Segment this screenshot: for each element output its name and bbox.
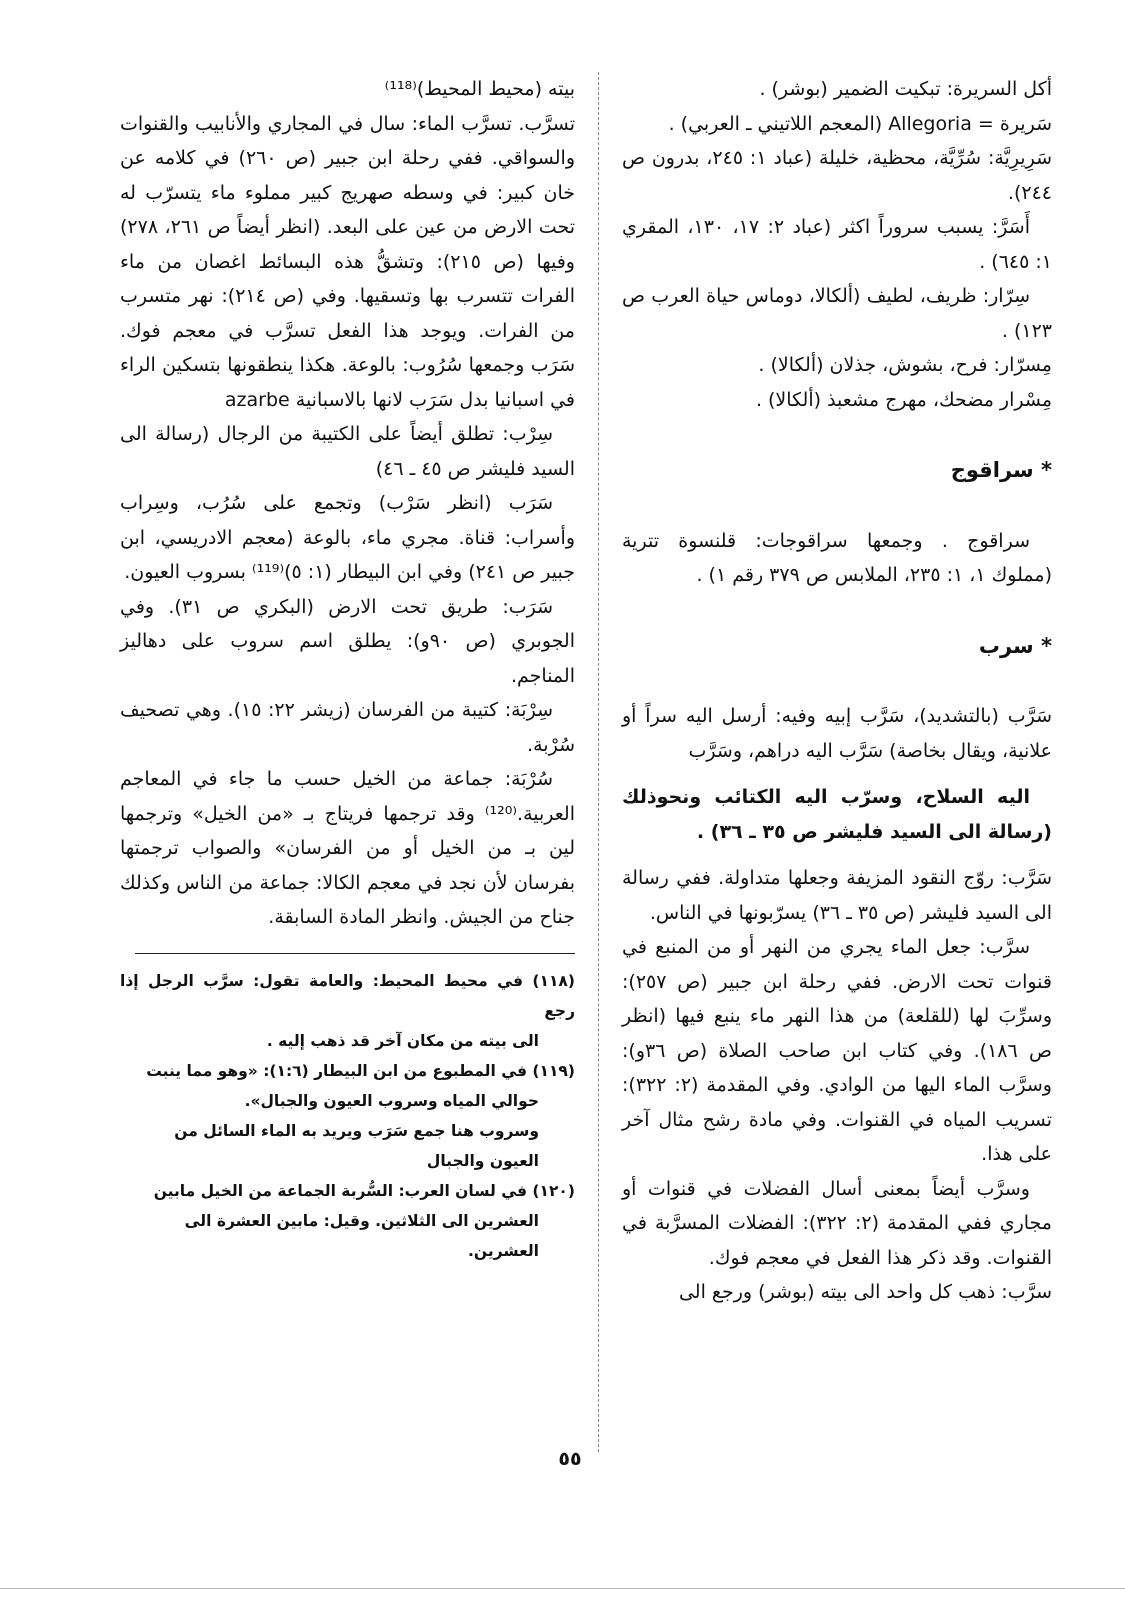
- footnote-118: (١١٨) في محيط المحيط: والعامة تقول: سرَّب الرجل إذا رجع: [120, 971, 575, 1020]
- paragraph: تسرَّب. تسرَّب الماء: سال في المجاري والأنابيب والقنوات والسواقي. ففي رحلة ابن جبير (ص ٢٦٠) في كلامه عن خان كبير: في وسطه صهريج كبير مملوء ماء يتسرّب له تحت الارض من عين على البعد. (انظر أيضاً ص ٢٦١، ٢٧٨) وفيها (ص ٢١٥): وتشقُّ هذه البسائط اغصان من ماء الفرات تتسرب بها وتسقيها. وفي (ص ٢١٤): نهر متسرب من الفرات. ويوجد هذا الفعل تسرَّب في معجم فوك. سَرَب وجمعها سُرُوب: بالوعة. هكذا ينطقونها بتسكين الراء في اسبانيا بدل سَرَب لانها بالاسبانية azarbe: [120, 112, 576, 411]
- paragraph: سَريرة = Allegoria (المعجم اللاتيني ـ العربي) .: [668, 112, 1052, 135]
- paragraph: سِرّار: ظريف، لطيف (ألكالا، دوماس حياة العرب ص ١٢٣) .: [622, 285, 1052, 342]
- left-column: [120, 72, 575, 1266]
- entry-heading: * سرب: [978, 633, 1052, 658]
- page-number: ٥٥: [558, 1448, 582, 1470]
- paragraph: اليه السلاح، وسرّب اليه الكتائب ونحوذلك (رسالة الى السيد فليشر ص ٣٥ ـ ٣٦) .: [622, 786, 1052, 843]
- paragraph: سَرَّب (بالتشديد)، سَرَّب إبيه وفيه: أرسل اليه سراً أو علانية، ويقال بخاصة) سَرَّب اليه دراهم، وسَرَّب: [622, 705, 1052, 762]
- paragraph: سِرْبَة: كتيبة من الفرسان (زيشر ٢٢: ١٥). وهي تصحيف سُرْبة.: [120, 699, 575, 756]
- footnote-120: (١٢٠) في لسان العرب: السُّربة الجماعة من الخيل مابين: [153, 1181, 575, 1200]
- footnote-120-cont: العشرين.: [468, 1241, 539, 1260]
- paragraph: وسرَّب أيضاً بمعنى أسال الفضلات في قنوات أو مجاري ففي المقدمة (٢: ٣٢٢): الفضلات المسرَّبة في القنوات. وقد ذكر هذا الفعل في معجم فوك.: [622, 1177, 1052, 1269]
- paragraph: سرَّب: ذهب كل واحد الى بيته (بوشر) ورجع الى: [678, 1281, 1052, 1303]
- paragraph: أَسَرَّ: يسبب سروراً اكثر (عباد ٢: ١٧، ١٣٠، المقري ١: ٦٤٥) .: [622, 216, 1052, 273]
- paragraph: سَرَب: طريق تحت الارض (البكري ص ٣١). وفي الجوبري (ص ٩٠و): يطلق اسم سروب على دهاليز المناجم.: [120, 595, 575, 687]
- footnote-119-cont: حوالي المياه وسروب العيون والجبال».: [244, 1091, 539, 1110]
- footnote-120-cont: العشرين الى الثلاثين. وقيل: مابين العشرة الى: [184, 1211, 539, 1230]
- spacer: [622, 768, 1052, 780]
- footnote-separator: [135, 953, 575, 954]
- footnote-118-cont: الى بيته من مكان آخر قد ذهب إليه .: [266, 1031, 539, 1050]
- paragraph: سُرْبَة: جماعة من الخيل حسب ما جاء في المعاجم العربية.⁽¹²⁰⁾ وقد ترجمها فريتاج بـ «من الخيل» وترجمها لين بـ من الخيل أو من الفرسان» والصواب ترجمتها بفرسان لأن نجد في معجم الكالا: جماعة من الناس وكذلك جناح من الجيش. وانظر المادة السابقة.: [120, 768, 575, 928]
- paragraph: سِرْب: تطلق أيضاً على الكتيبة من الرجال (رسالة الى السيد فليشر ص ٤٥ ـ ٤٦): [120, 423, 575, 480]
- entry-heading: * سراقوج: [950, 458, 1052, 482]
- column-divider: [598, 72, 599, 1452]
- paragraph: سَرِيرِيَّة: سُرِّيَّة، محظية، خليلة (عباد ١: ٢٤٥، بدرون ص ٢٤٤).: [622, 147, 1052, 204]
- footnote-119-cont: وسروب هنا جمع سَرَب ويريد به الماء السائل من: [174, 1121, 539, 1140]
- right-column: [622, 72, 1052, 1310]
- paragraph: مِسرّار: فرح، بشوش، جذلان (ألكالا) .: [758, 354, 1052, 376]
- bottom-rule: [0, 1588, 1125, 1589]
- paragraph: سراقوج . وجمعها سراقوجات: قلنسوة تترية (مملوك ١، ١: ٢٣٥، الملابس ص ٣٧٩ رقم ١) .: [622, 529, 1052, 586]
- spacer: [622, 849, 1052, 861]
- paragraph: أكل السريرة: تبكيت الضمير (بوشر) .: [759, 78, 1052, 100]
- paragraph: سَرَّب: روّج النقود المزيفة وجعلها متداولة. ففي رسالة الى السيد فليشر (ص ٣٥ ـ ٣٦) يسرّبونها في الناس.: [622, 867, 1052, 924]
- footnote-119-cont: العيون والجبال: [426, 1151, 539, 1170]
- paragraph: مِسْرار مضحك، مهرج مشعبذ (ألكالا) .: [755, 388, 1052, 411]
- paragraph: بيته (محيط المحيط)⁽¹¹⁸⁾: [384, 78, 575, 100]
- footnotes: [120, 966, 575, 1266]
- footnote-119: (١١٩) في المطبوع من ابن البيطار (١:٦): «وهو مما ينبت: [146, 1061, 575, 1080]
- paragraph: سرَّب: جعل الماء يجري من النهر أو من المنبع في قنوات تحت الارض. ففي رحلة ابن جبير (ص ٢٥٧): وسرِّبَ لها (للقلعة) من هذا النهر ماء ينبع فيها (انظر ص ١٨٦). وفي كتاب ابن صاحب الصلاة (ص ٣٦و): وسرَّب الماء اليها من الوادي. وفي المقدمة (٢: ٣٢٢): تسريب المياه في القنوات. وفي مادة رشح مثال آخر على هذا.: [622, 936, 1052, 1165]
- paragraph: سَرَب (انظر سَرْب) وتجمع على سُرُب، وسِراب وأسراب: قناة. مجري ماء، بالوعة (معجم الادريسي، ابن جبير ص ٢٤١) وفي ابن البيطار (١: ٥)⁽¹¹⁹⁾ بسروب العيون.: [120, 492, 575, 583]
